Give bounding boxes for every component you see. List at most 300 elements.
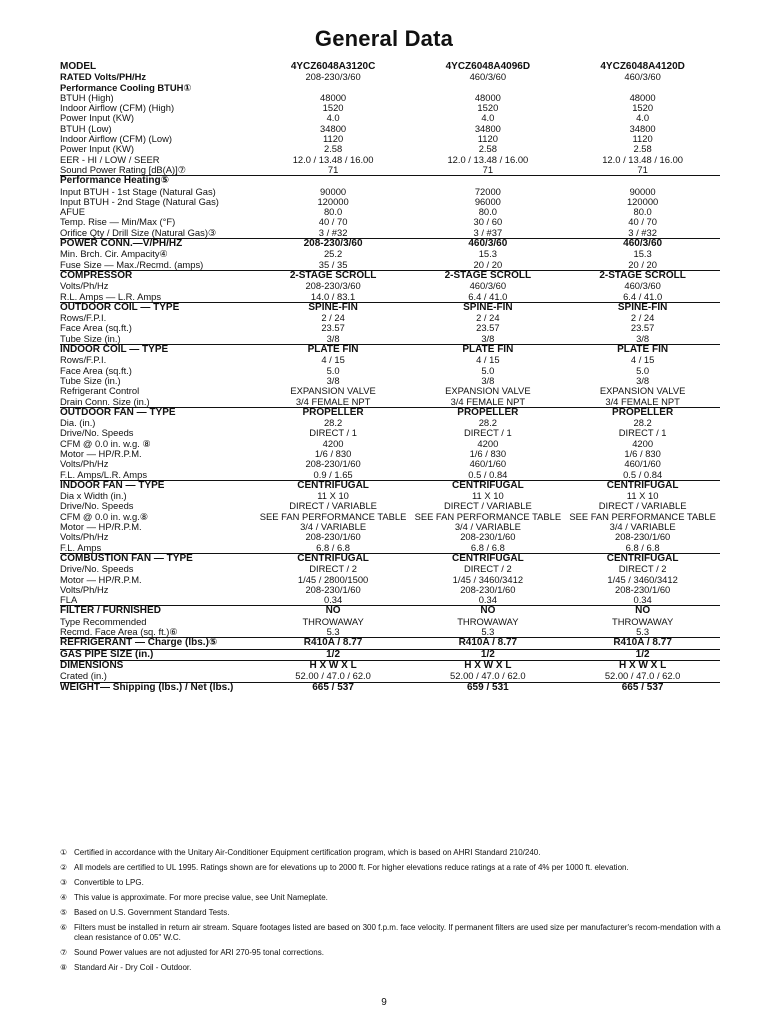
spec-table (60, 62, 720, 693)
cell-model-3: EXPANSION VALVE (599, 385, 686, 397)
row-label: BTUH (Low) (60, 123, 112, 134)
cell-model-2: 1/6 / 830 (469, 447, 507, 459)
footnote (60, 878, 740, 888)
row-label: INDOOR COIL — TYPE (60, 345, 169, 356)
cell-model-2: 12.0 / 13.48 / 16.00 (447, 153, 529, 165)
cell-model-1: 5.0 (326, 364, 340, 376)
cell-model-1: 28.2 (323, 417, 343, 429)
cell-model-1: 3/4 / VARIABLE (300, 521, 367, 533)
row-label: FLA (60, 595, 78, 606)
table-row (60, 355, 720, 365)
row-label: COMPRESSOR (60, 270, 133, 281)
table-row (60, 627, 720, 637)
cell-model-2: 6.4 / 41.0 (468, 290, 508, 302)
row-label: Tube Size (in.) (60, 375, 121, 386)
cell-model-2: 15.3 (478, 248, 497, 260)
cell-model-1: 3/8 (326, 374, 340, 386)
table-row (60, 260, 720, 270)
row-label: CFM @ 0.0 in. w.g. ⑧ (60, 438, 151, 449)
row-label: F.L. Amps/L.R. Amps (60, 469, 148, 480)
cell-model-2: 1120 (477, 133, 498, 145)
cell-model-2: DIRECT / 1 (463, 427, 512, 439)
footnote-text: Certified in accordance with the Unitary Air-Conditioner Equipment certification program, which is based on AHRI Standard 210/240. (74, 848, 541, 857)
cell-model-2: 2 / 24 (476, 312, 500, 324)
row-label: Refrigerant Control (60, 386, 140, 397)
section-row (60, 175, 720, 186)
section-row (60, 302, 720, 313)
cell-model-3: SEE FAN PERFORMANCE TABLE (569, 510, 716, 522)
cell-model-2: 6.8 / 6.8 (470, 541, 505, 553)
row-label: Orifice Qty / Drill Size (Natural Gas)③ (60, 227, 217, 238)
cell-model-2: 4 / 15 (476, 354, 500, 366)
section-row (60, 62, 720, 72)
table-row (60, 134, 720, 144)
section-row (60, 270, 720, 281)
row-label: Input BTUH - 2nd Stage (Natural Gas) (60, 196, 219, 207)
table-row (60, 532, 720, 542)
cell-model-3: NO (635, 605, 651, 617)
row-label: Input BTUH - 1st Stage (Natural Gas) (60, 186, 216, 197)
cell-model-2: CENTRIFUGAL (452, 552, 524, 564)
footnote (60, 848, 740, 858)
table-row (60, 323, 720, 333)
cell-model-3: SPINE-FIN (617, 301, 668, 313)
cell-model-3: DIRECT / 2 (618, 563, 667, 575)
table-row (60, 386, 720, 396)
row-label: Drain Conn. Size (in.) (60, 396, 150, 407)
cell-model-3: 1120 (632, 133, 653, 145)
row-label: Drive/No. Speeds (60, 501, 134, 512)
cell-model-2: 28.2 (478, 417, 497, 429)
cell-model-1: DIRECT / 2 (309, 563, 357, 575)
cell-model-1: 2-STAGE SCROLL (289, 269, 377, 281)
table-row (60, 292, 720, 302)
cell-model-1: DIRECT / 1 (309, 427, 357, 439)
footnote (60, 863, 740, 873)
cell-model-1: 208-230/1/60 (305, 531, 361, 543)
footnote-mark: ⑦ (60, 948, 68, 957)
row-label: COMBUSTION FAN — TYPE (60, 553, 193, 564)
table-row (60, 543, 720, 553)
cell-model-1: 3 / #32 (318, 226, 348, 238)
footnote-mark: ⑥ (60, 923, 68, 932)
cell-model-2: 96000 (474, 195, 501, 207)
cell-model-2: 460/3/60 (468, 238, 508, 250)
cell-model-3: 6.4 / 41.0 (623, 290, 663, 302)
table-row (60, 617, 720, 627)
cell-model-3: 23.57 (630, 322, 655, 334)
cell-model-3: 4 / 15 (630, 354, 655, 366)
section-row (60, 637, 720, 648)
cell-model-3: 0.5 / 0.84 (623, 468, 663, 480)
table-row (60, 228, 720, 238)
row-label: RATED Volts/PH/Hz (60, 72, 147, 83)
cell-model-2: 23.57 (476, 322, 500, 334)
cell-model-2: 208-230/1/60 (460, 583, 516, 595)
cell-model-1: 2.58 (323, 143, 343, 155)
cell-model-2: THROWAWAY (457, 615, 519, 627)
page-number: 9 (381, 997, 387, 1008)
cell-model-1: 14.0 / 83.1 (310, 290, 356, 302)
table-row (60, 313, 720, 323)
cell-model-2: 3/4 / VARIABLE (454, 521, 521, 533)
cell-model-2: 71 (482, 163, 494, 175)
row-label: Power Input (KW) (60, 113, 134, 124)
cell-model-2: 34800 (474, 122, 501, 134)
row-label: Fuse Size — Max./Recmd. (amps) (60, 259, 204, 270)
row-label: Volts/Ph/Hz (60, 281, 109, 292)
cell-model-1: 48000 (320, 91, 347, 103)
cell-model-1: 23.57 (321, 322, 345, 334)
cell-model-3: 1/6 / 830 (624, 447, 661, 459)
footnote-text: Standard Air - Dry Coil - Outdoor. (74, 963, 192, 972)
section-row (60, 344, 720, 355)
cell-model-1: EXPANSION VALVE (290, 385, 376, 397)
row-label: INDOOR FAN — TYPE (60, 480, 165, 491)
row-label: Volts/Ph/Hz (60, 459, 109, 470)
row-label: Power Input (KW) (60, 144, 134, 155)
cell-model-2: H X W X L (464, 659, 512, 671)
table-row (60, 366, 720, 376)
cell-model-2: SEE FAN PERFORMANCE TABLE (414, 510, 562, 522)
footnote (60, 923, 740, 943)
cell-model-2: 80.0 (478, 206, 497, 218)
footnote (60, 908, 740, 918)
row-label: Rows/F.P.I. (60, 313, 107, 324)
cell-model-3: 28.2 (633, 417, 652, 429)
row-label: Face Area (sq.ft.) (60, 365, 132, 376)
cell-model-2: DIRECT / VARIABLE (444, 500, 532, 512)
table-row (60, 93, 720, 103)
cell-model-1: PLATE FIN (307, 344, 359, 356)
cell-model-2: 5.0 (481, 364, 495, 376)
table-row (60, 217, 720, 227)
cell-model-2: R410A / 8.77 (458, 637, 518, 649)
cell-model-2: 1/45 / 3460/3412 (452, 573, 524, 585)
footnote-text: Convertible to LPG. (74, 878, 144, 887)
row-label: Dia x Width (in.) (60, 491, 127, 502)
footnote-mark: ① (60, 848, 68, 857)
row-label: Temp. Rise — Min/Max (°F) (60, 217, 176, 228)
footnote-mark: ② (60, 863, 68, 872)
cell-model-3: DIRECT / VARIABLE (598, 500, 687, 512)
table-row (60, 281, 720, 291)
row-label: Motor — HP/R.P.M. (60, 448, 142, 459)
row-label: Drive/No. Speeds (60, 428, 134, 439)
cell-model-3: 40 / 70 (628, 216, 657, 228)
cell-model-2: 659 / 531 (466, 681, 509, 693)
section-row (60, 480, 720, 491)
cell-model-2: 1520 (477, 102, 499, 114)
row-label: Volts/Ph/Hz (60, 532, 109, 543)
table-row (60, 83, 720, 93)
cell-model-2: PLATE FIN (462, 344, 514, 356)
cell-model-1: DIRECT / VARIABLE (289, 500, 377, 512)
cell-model-3: H X W X L (619, 659, 667, 671)
cell-model-3: 2.58 (633, 143, 652, 155)
cell-model-2: 30 / 60 (473, 216, 503, 228)
cell-model-1: 40 / 70 (318, 216, 348, 228)
row-label: GAS PIPE SIZE (in.) (60, 649, 154, 660)
row-label: Type Recommended (60, 616, 147, 627)
table-row (60, 207, 720, 217)
cell-model-2: PROPELLER (457, 406, 519, 418)
table-row (60, 564, 720, 574)
cell-model-3: 1/45 / 3460/3412 (607, 573, 678, 585)
cell-model-3: 80.0 (633, 206, 652, 218)
cell-model-3: 5.0 (636, 364, 650, 376)
footnote-text: Based on U.S. Government Standard Tests. (74, 908, 230, 917)
footnote (60, 963, 740, 973)
cell-model-1: R410A / 8.77 (303, 637, 363, 649)
cell-model-1: 208-230/1/60 (305, 583, 361, 595)
section-row (60, 649, 720, 660)
cell-model-1: THROWAWAY (302, 615, 364, 627)
cell-model-3: 460/3/60 (624, 280, 661, 292)
footnote-text: Sound Power values are not adjusted for ARI 270-95 tonal corrections. (74, 948, 324, 957)
row-label: Performance Heating⑤ (60, 176, 170, 187)
row-label: FILTER / FURNISHED (60, 606, 161, 617)
cell-model-2: 5.3 (481, 626, 495, 638)
row-label: F.L. Amps (60, 542, 102, 553)
cell-model-2: 52.00 / 47.0 / 62.0 (450, 670, 526, 682)
cell-model-3: 2 / 24 (630, 312, 655, 324)
cell-model-3: CENTRIFUGAL (606, 552, 679, 564)
cell-model-3: 90000 (629, 185, 656, 197)
table-row (60, 249, 720, 259)
cell-model-2: 72000 (474, 185, 501, 197)
table-row (60, 671, 720, 681)
row-label: EER - HI / LOW / SEER (60, 154, 160, 165)
cell-model-1: 71 (327, 163, 339, 175)
cell-model-2: 2.58 (478, 143, 497, 155)
cell-model-3: R410A / 8.77 (613, 637, 672, 649)
cell-model-3: 208-230/1/60 (614, 583, 671, 595)
row-label: Indoor Airflow (CFM) (High) (60, 103, 175, 114)
cell-model-1: 120000 (317, 195, 349, 207)
cell-model-3: 5.3 (636, 626, 650, 638)
footnotes (60, 848, 740, 978)
table-row (60, 187, 720, 197)
cell-model-1: 35 / 35 (318, 258, 348, 270)
cell-model-3: CENTRIFUGAL (606, 479, 679, 491)
footnote-mark: ⑧ (60, 963, 68, 972)
cell-model-1: CENTRIFUGAL (297, 552, 369, 564)
cell-model-1: 1/6 / 830 (314, 447, 352, 459)
table-row (60, 585, 720, 595)
cell-model-1: 90000 (320, 185, 347, 197)
row-label: Recmd. Face Area (sq. ft.)⑥ (60, 627, 178, 638)
table-row (60, 72, 720, 82)
row-label: Sound Power Rating [dB(A)]⑦ (60, 164, 187, 175)
cell-model-2: 4.0 (481, 112, 495, 124)
cell-model-3: 665 / 537 (621, 681, 664, 693)
row-label: CFM @ 0.0 in. w.g.⑧ (60, 511, 149, 522)
cell-model-3: 3/8 (636, 332, 650, 344)
row-label: Min. Brch. Cir. Ampacity④ (60, 249, 168, 260)
cell-model-3: 6.8 / 6.8 (625, 541, 660, 553)
cell-model-1: 34800 (320, 122, 347, 134)
cell-model-3: 2-STAGE SCROLL (599, 269, 686, 281)
cell-model-3: 11 X 10 (626, 490, 659, 502)
table-row (60, 470, 720, 480)
cell-model-2: 3 / #37 (473, 226, 503, 238)
cell-model-1: 0.9 / 1.65 (313, 468, 353, 480)
cell-model-1: 3/4 FEMALE NPT (295, 395, 371, 407)
cell-model-2: 2-STAGE SCROLL (444, 269, 532, 281)
cell-model-2: 3/8 (481, 332, 495, 344)
row-label: AFUE (60, 207, 86, 218)
cell-model-1: 1120 (323, 133, 344, 145)
cell-model-3: 3/8 (636, 374, 650, 386)
footnote-mark: ③ (60, 878, 68, 887)
cell-model-1: 5.3 (326, 626, 340, 638)
row-label: WEIGHT— Shipping (lbs.) / Net (lbs.) (60, 682, 234, 693)
cell-model-1: H X W X L (309, 659, 357, 671)
cell-model-2: 208-230/1/60 (460, 531, 516, 543)
cell-model-1: 1520 (322, 102, 344, 114)
footnote (60, 893, 740, 903)
cell-model-3: 208-230/1/60 (614, 531, 671, 543)
row-label: BTUH (High) (60, 92, 114, 103)
cell-model-1: 11 X 10 (317, 490, 349, 502)
row-label: POWER CONN.—V/PH/HZ (60, 239, 183, 250)
cell-model-3: 4.0 (636, 112, 650, 124)
row-label: Rows/F.P.I. (60, 355, 107, 366)
cell-model-3: 48000 (629, 91, 656, 103)
cell-model-3: 1520 (632, 102, 654, 114)
cell-model-3: 71 (637, 163, 648, 175)
table-row (60, 428, 720, 438)
cell-model-3: 34800 (629, 122, 656, 134)
cell-model-1: NO (325, 605, 341, 617)
footnote (60, 948, 740, 958)
row-label: R.L. Amps — L.R. Amps (60, 291, 162, 302)
cell-model-1: 4.0 (326, 112, 340, 124)
table-row (60, 397, 720, 407)
cell-model-2: SPINE-FIN (463, 301, 513, 313)
page-title: General Data (314, 26, 454, 51)
row-label: Dia. (in.) (60, 418, 96, 429)
footnote-text: Filters must be installed in return air stream. Square footages listed are based on 300 f.p.m. face velocity. If permanent filters are used size per manufacturer's recom-mendation with a clean resistance of 0.05" W.C. (74, 923, 721, 942)
cell-model-1: 25.2 (323, 248, 343, 260)
cell-model-3: 15.3 (633, 248, 652, 260)
cell-model-3: DIRECT / 1 (618, 427, 667, 439)
cell-model-1: 208-230/3/60 (305, 280, 361, 292)
cell-model-2: 0.5 / 0.84 (468, 468, 508, 480)
cell-model-2: 460/1/60 (469, 458, 507, 470)
cell-model-1: 4200 (322, 437, 344, 449)
row-label: Tube Size (in.) (60, 333, 121, 344)
table-row (60, 449, 720, 459)
cell-model-3: THROWAWAY (611, 615, 674, 627)
cell-model-1: 3/8 (326, 332, 340, 344)
table-row (60, 165, 720, 175)
cell-model-1: 208-230/3/60 (303, 238, 363, 250)
row-label: Crated (in.) (60, 671, 107, 682)
table-row (60, 124, 720, 134)
cell-model-3: 52.00 / 47.0 / 62.0 (604, 670, 681, 682)
cell-model-2: 4YCZ6048A4096D (445, 61, 531, 72)
cell-model-1: SPINE-FIN (308, 301, 358, 313)
cell-model-3: 3/4 FEMALE NPT (605, 395, 680, 407)
table-row (60, 113, 720, 123)
cell-model-3: 3/4 / VARIABLE (609, 521, 676, 533)
row-label: Indoor Airflow (CFM) (Low) (60, 134, 173, 145)
footnote-mark: ⑤ (60, 908, 68, 917)
cell-model-2: 4200 (477, 437, 499, 449)
table-row (60, 334, 720, 344)
cell-model-1: 208-230/1/60 (305, 458, 361, 470)
cell-model-3: 1/2 (635, 648, 650, 660)
cell-model-2: 3/8 (481, 374, 495, 386)
cell-model-1: 208-230/3/60 (305, 71, 361, 83)
table-row (60, 595, 720, 605)
table-row (60, 103, 720, 113)
section-row (60, 682, 720, 693)
section-row (60, 407, 720, 418)
row-label: Volts/Ph/Hz (60, 584, 109, 595)
cell-model-1: 2 / 24 (321, 312, 345, 324)
cell-model-3: 12.0 / 13.48 / 16.00 (602, 153, 684, 165)
footnote-text: All models are certified to UL 1995. Ratings shown are for elevations up to 2000 ft. For higher elevations reduce ratings at a rate of 4% per 1000 ft. elevation. (74, 863, 629, 872)
cell-model-1: 0.34 (323, 594, 343, 606)
cell-model-2: 0.34 (478, 594, 497, 606)
row-label: Performance Cooling BTUH① (60, 82, 192, 93)
cell-model-2: NO (480, 605, 496, 617)
cell-model-2: 11 X 10 (472, 490, 504, 502)
row-label: Motor — HP/R.P.M. (60, 574, 142, 585)
cell-model-1: SEE FAN PERFORMANCE TABLE (259, 510, 407, 522)
table-row (60, 155, 720, 165)
cell-model-3: 460/3/60 (624, 71, 661, 83)
row-label: OUTDOOR COIL — TYPE (60, 302, 180, 313)
section-row (60, 238, 720, 249)
footnote-text: This value is approximate. For more precise value, see Unit Nameplate. (74, 893, 328, 902)
cell-model-2: 460/3/60 (469, 71, 507, 83)
cell-model-1: 4YCZ6048A3120C (290, 61, 376, 72)
cell-model-1: 6.8 / 6.8 (316, 541, 351, 553)
cell-model-1: 4 / 15 (321, 354, 345, 366)
row-label: Face Area (sq.ft.) (60, 323, 132, 334)
table-row (60, 439, 720, 449)
cell-model-3: 3 / #32 (628, 226, 657, 238)
cell-model-3: PROPELLER (612, 406, 674, 418)
row-label: Motor — HP/R.P.M. (60, 522, 142, 533)
row-label: MODEL (60, 62, 97, 72)
cell-model-1: 12.0 / 13.48 / 16.00 (292, 153, 374, 165)
row-label: REFRIGERANT — Charge (lbs.)⑤ (60, 638, 218, 649)
cell-model-2: DIRECT / 2 (463, 563, 512, 575)
cell-model-3: 120000 (626, 195, 659, 207)
cell-model-2: 20 / 20 (473, 258, 503, 270)
cell-model-1: 80.0 (323, 206, 343, 218)
table-row (60, 459, 720, 469)
footnote-mark: ④ (60, 893, 68, 902)
cell-model-3: 4YCZ6048A4120D (600, 61, 685, 72)
table-row (60, 197, 720, 207)
cell-model-2: 48000 (474, 91, 501, 103)
row-label: OUTDOOR FAN — TYPE (60, 407, 176, 418)
row-label: DIMENSIONS (60, 660, 124, 671)
cell-model-3: PLATE FIN (617, 344, 669, 356)
cell-model-1: PROPELLER (302, 406, 364, 418)
cell-model-2: 3/4 FEMALE NPT (450, 395, 526, 407)
cell-model-3: 4200 (632, 437, 654, 449)
cell-model-1: 1/45 / 2800/1500 (297, 573, 369, 585)
cell-model-1: 1/2 (326, 648, 341, 660)
cell-model-2: CENTRIFUGAL (452, 479, 524, 491)
